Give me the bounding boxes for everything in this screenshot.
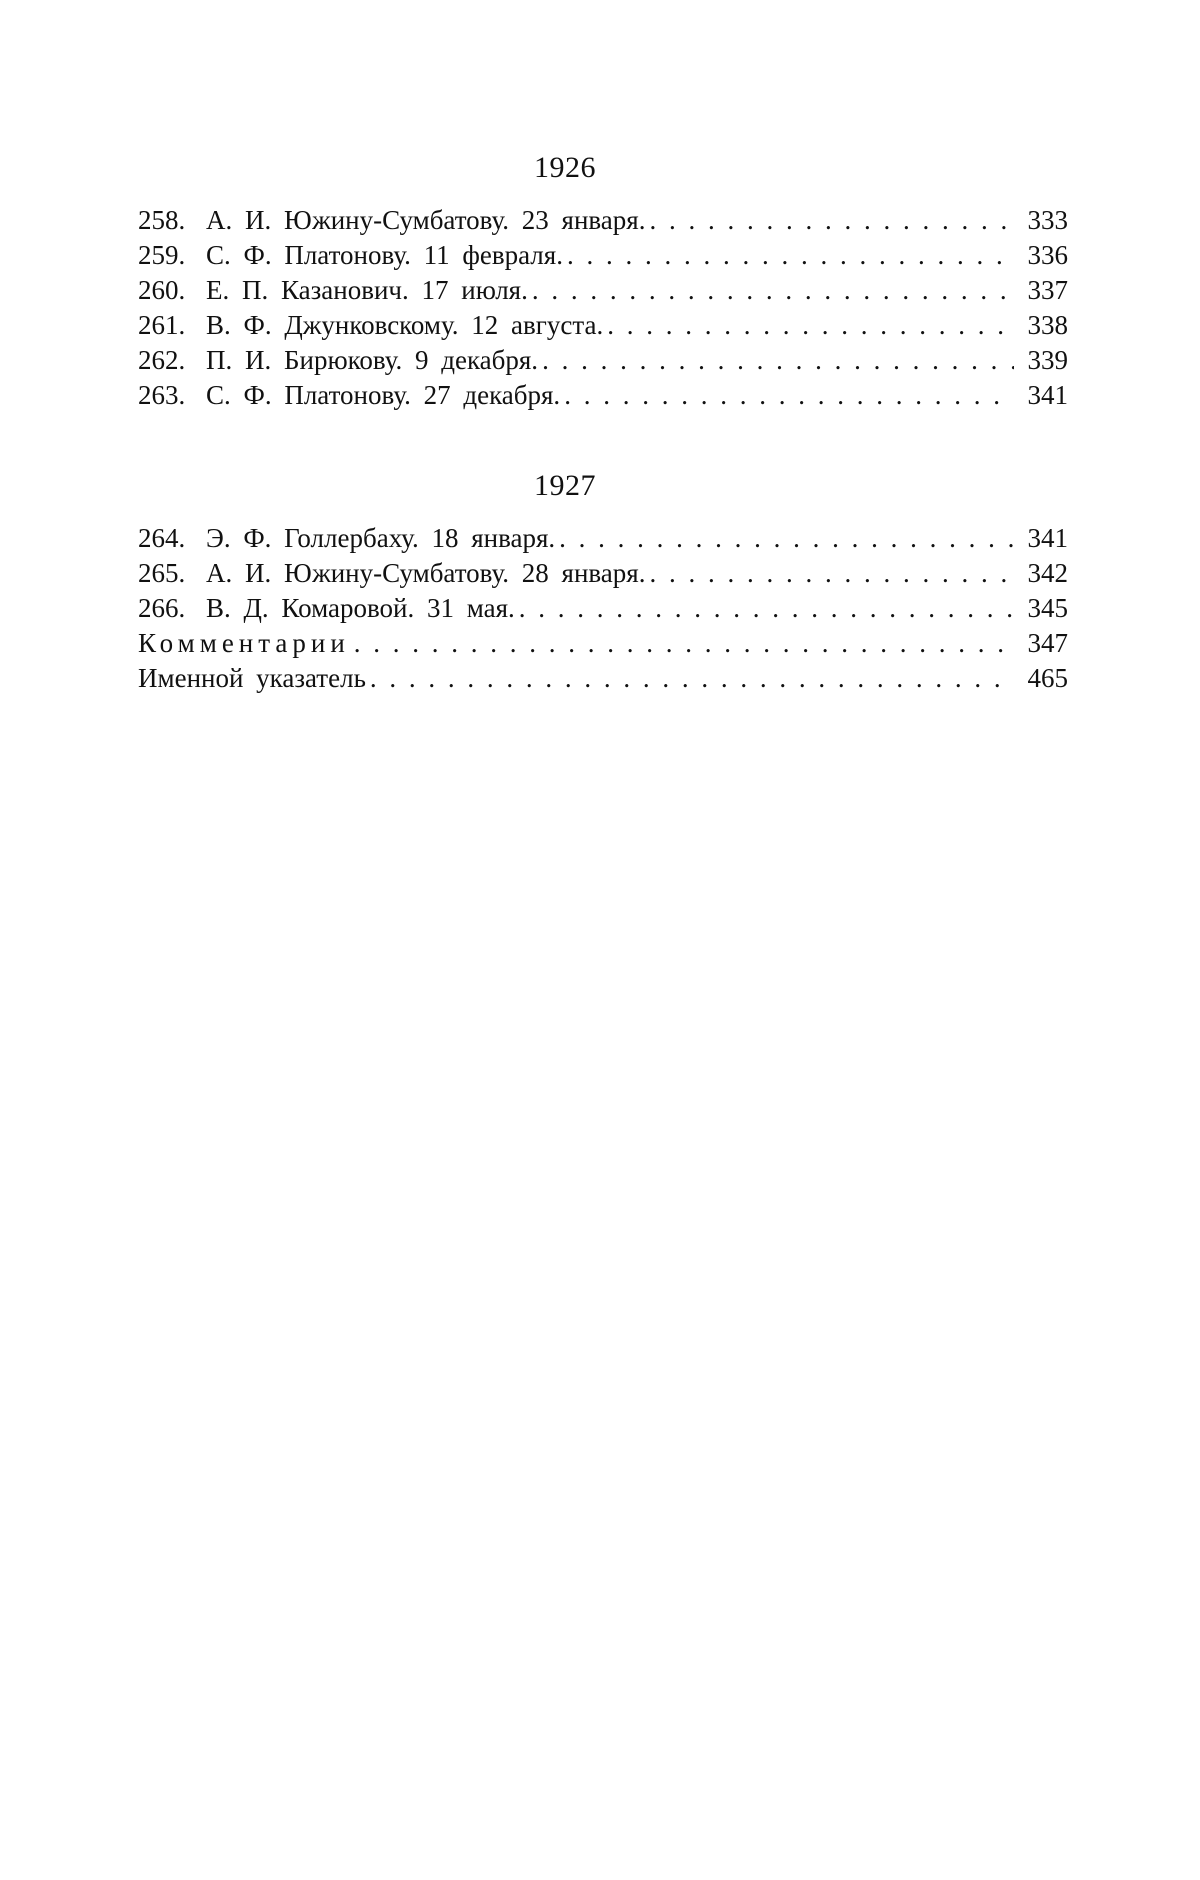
entry-page-number: 342 [1027,558,1068,588]
toc-back-matter-comments [138,626,1068,661]
entry-page-number: 347 [1027,628,1068,658]
entry-title: А. И. Южину-Сумбатову. 28 января. [206,558,646,588]
entry-number: 261. [138,310,186,340]
dot-leader [564,378,1014,413]
toc-entry [138,378,1068,413]
entry-page-number: 338 [1027,310,1068,340]
entry-page-number: 465 [1027,663,1068,693]
section-year-heading: 1927 [534,469,596,502]
entry-title: В. Д. Комаровой. 31 мая. [206,593,515,623]
dot-leader [649,556,1014,591]
toc-entry [138,521,1068,556]
dot-leader [649,203,1014,238]
dot-leader [532,273,1014,308]
entry-title: Э. Ф. Голлербаху. 18 января. [206,523,556,553]
toc-entry [138,308,1068,343]
dot-leader [567,238,1014,273]
toc-entry [138,343,1068,378]
toc-entry [138,203,1068,238]
section-year-heading: 1926 [534,151,596,184]
entry-page-number: 345 [1027,593,1068,623]
entry-number: 262. [138,345,186,375]
toc-entry [138,556,1068,591]
entry-title: Е. П. Казанович. 17 июля. [206,275,528,305]
dot-leader [559,521,1014,556]
entry-page-number: 339 [1027,345,1068,375]
entry-page-number: 337 [1027,275,1068,305]
entry-page-number: 341 [1027,380,1068,410]
entry-page-number: 336 [1027,240,1068,270]
entry-page-number: 341 [1027,523,1068,553]
entry-page-number: 333 [1027,205,1068,235]
dot-leader [607,308,1014,343]
dot-leader [354,626,1014,661]
entry-number: 263. [138,380,186,410]
entry-number: 264. [138,523,186,553]
entry-title: С. Ф. Платонову. 11 февраля. [206,240,563,270]
toc-entry [138,273,1068,308]
toc-entry [138,591,1068,626]
entry-number: 265. [138,558,186,588]
entry-title: А. И. Южину-Сумбатову. 23 января. [206,205,646,235]
entry-title: П. И. Бирюкову. 9 декабря. [206,345,539,375]
toc-section-1926 [138,145,1068,413]
dot-leader [519,591,1014,626]
entry-number: 259. [138,240,186,270]
entry-title: С. Ф. Платонову. 27 декабря. [206,380,561,410]
back-matter-title: Именной указатель [138,663,366,693]
entry-number: 260. [138,275,186,305]
entry-number: 266. [138,593,186,623]
dot-leader [542,343,1014,378]
toc-section-1927 [138,463,1068,696]
dot-leader [370,661,1014,696]
entry-title: В. Ф. Джунковскому. 12 августа. [206,310,604,340]
back-matter-title: Комментарии [138,628,350,658]
toc-back-matter-index [138,661,1068,696]
entry-number: 258. [138,205,186,235]
toc-entry [138,238,1068,273]
